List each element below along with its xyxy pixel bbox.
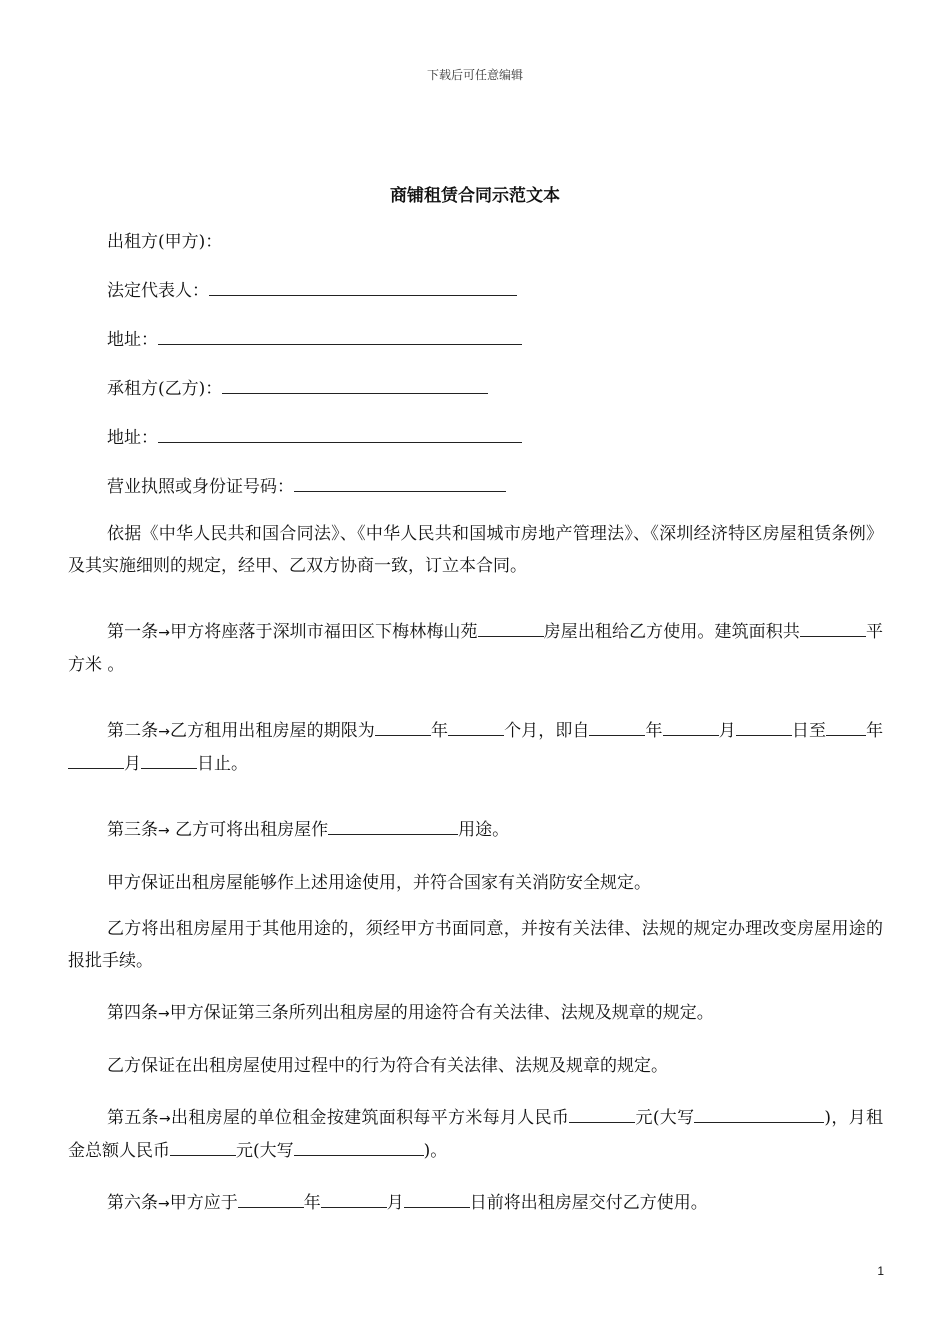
arrow-icon: → [158,625,170,641]
blank [694,1104,814,1123]
article-3-text-a: 乙方可将出租房屋作 [175,820,329,840]
article-2-text-i: 月 [124,754,141,774]
article-1-text-a: 甲方将座落于深圳市福田区下梅林梅山苑 [170,622,478,642]
lessee-line [68,371,883,405]
arrow-icon: → [158,1111,171,1127]
article-4-paragraph-2: 乙方保证在出租房屋使用过程中的行为符合有关法律、法规及规章的规定。 [107,1056,668,1076]
blank [826,717,866,736]
blank [736,717,792,736]
lessor-address-blank [158,322,522,345]
blank [814,1104,824,1123]
blank [321,1189,387,1208]
article-1-text-b: 房屋出租给乙方使用。建筑面积共 [543,622,800,642]
article-2-text-e: 月 [718,721,736,741]
page-number: 1 [877,1264,884,1278]
article-4-text-a: 甲方保证第三条所列出租房屋的用途符合有关法律、法规及规章的规定。 [169,1003,714,1023]
article-2-text-d: 年 [645,721,663,741]
article-6 [68,1187,883,1220]
article-1-text-c: 平方米 。 [68,622,884,675]
article-3-label: 第三条 [107,820,158,840]
article-1 [68,616,883,681]
article-6-text-a: 甲方应于 [169,1193,238,1213]
lessee-address-line [68,420,883,454]
article-3-paragraph-2: 甲方保证出租房屋能够作上述用途使用，并符合国家有关消防安全规定。 [107,873,651,893]
article-5 [68,1102,883,1167]
blank [404,1189,470,1208]
article-4-label: 第四条 [107,1003,158,1023]
article-2-label: 第二条 [107,721,159,741]
blank [328,816,458,835]
legal-rep-line [68,273,883,307]
article-5-text-e: )。 [423,1141,448,1161]
lessee-address-blank [158,420,522,443]
blank [375,717,431,736]
lessee-address-label: 地址： [107,428,158,448]
arrow-icon: → [158,724,170,740]
article-6-label: 第六条 [107,1193,158,1213]
blank [141,750,197,769]
article-6-text-b: 年 [303,1193,321,1213]
article-5-text-a: 出租房屋的单位租金按建筑面积每平方米每月人民币 [170,1108,570,1128]
article-3-text-b: 用途。 [458,820,510,840]
document-title: 商铺租赁合同示范文本 [390,186,560,206]
article-5-text-b: 元(大写 [635,1108,695,1128]
arrow-icon: → [158,1196,170,1212]
blank [68,750,124,769]
blank [569,1104,635,1123]
article-2-text-f: 日 [791,721,809,741]
lessee-blank [222,371,488,394]
article-1-label: 第一条 [107,622,159,642]
article-2-text-g: 至 [808,721,827,741]
license-blank [294,469,506,492]
article-2-text-a: 乙方租用出租房屋的期限为 [169,721,375,741]
lessee-label: 承租方(乙方)： [107,379,223,399]
page-header: 下载后可任意编辑 [426,68,523,82]
blank [238,1189,304,1208]
blank [448,717,504,736]
blank [663,717,719,736]
article-4 [68,997,883,1030]
arrow-icon: → [158,823,170,839]
article-2-text-h: 年 [866,721,884,741]
license-line [68,469,883,503]
article-2-text-j: 日止。 [197,754,248,774]
article-6-text-c: 月 [386,1193,404,1213]
lessor-address-label: 地址： [107,330,158,350]
article-2 [68,715,883,780]
legal-rep-blank [209,273,517,296]
intro-paragraph: 依据《中华人民共和国合同法》、《中华人民共和国城市房地产管理法》、《深圳经济特区房屋租赁条例》及其实施细则的规定，经甲、乙双方协商一致，订立本合同。 [68,524,883,576]
article-3 [68,814,883,847]
license-label: 营业执照或身份证号码： [107,477,294,497]
article-2-text-c: 个月，即自 [504,721,590,741]
legal-rep-label: 法定代表人： [107,281,209,301]
arrow-icon: → [158,1006,170,1022]
document-body [68,226,883,1220]
blank [294,1137,424,1156]
article-6-text-d: 日前将出租房屋交付乙方使用。 [469,1193,708,1213]
article-3-paragraph-3: 乙方将出租房屋用于其他用途的，须经甲方书面同意，并按有关法律、法规的规定办理改变房屋用途的报批手续。 [68,919,883,971]
article-5-label: 第五条 [107,1108,159,1128]
blank [800,618,866,637]
lessor-line [68,226,883,258]
article-5-text-d: 元(大写 [236,1141,294,1161]
lessor-label: 出租方(甲方)： [107,232,223,252]
article-2-text-b: 年 [430,721,449,741]
article-5-text-c: )，月租金总额人民币 [68,1108,883,1161]
blank [589,717,645,736]
blank [170,1137,236,1156]
blank [478,618,544,637]
lessor-address-line [68,322,883,356]
